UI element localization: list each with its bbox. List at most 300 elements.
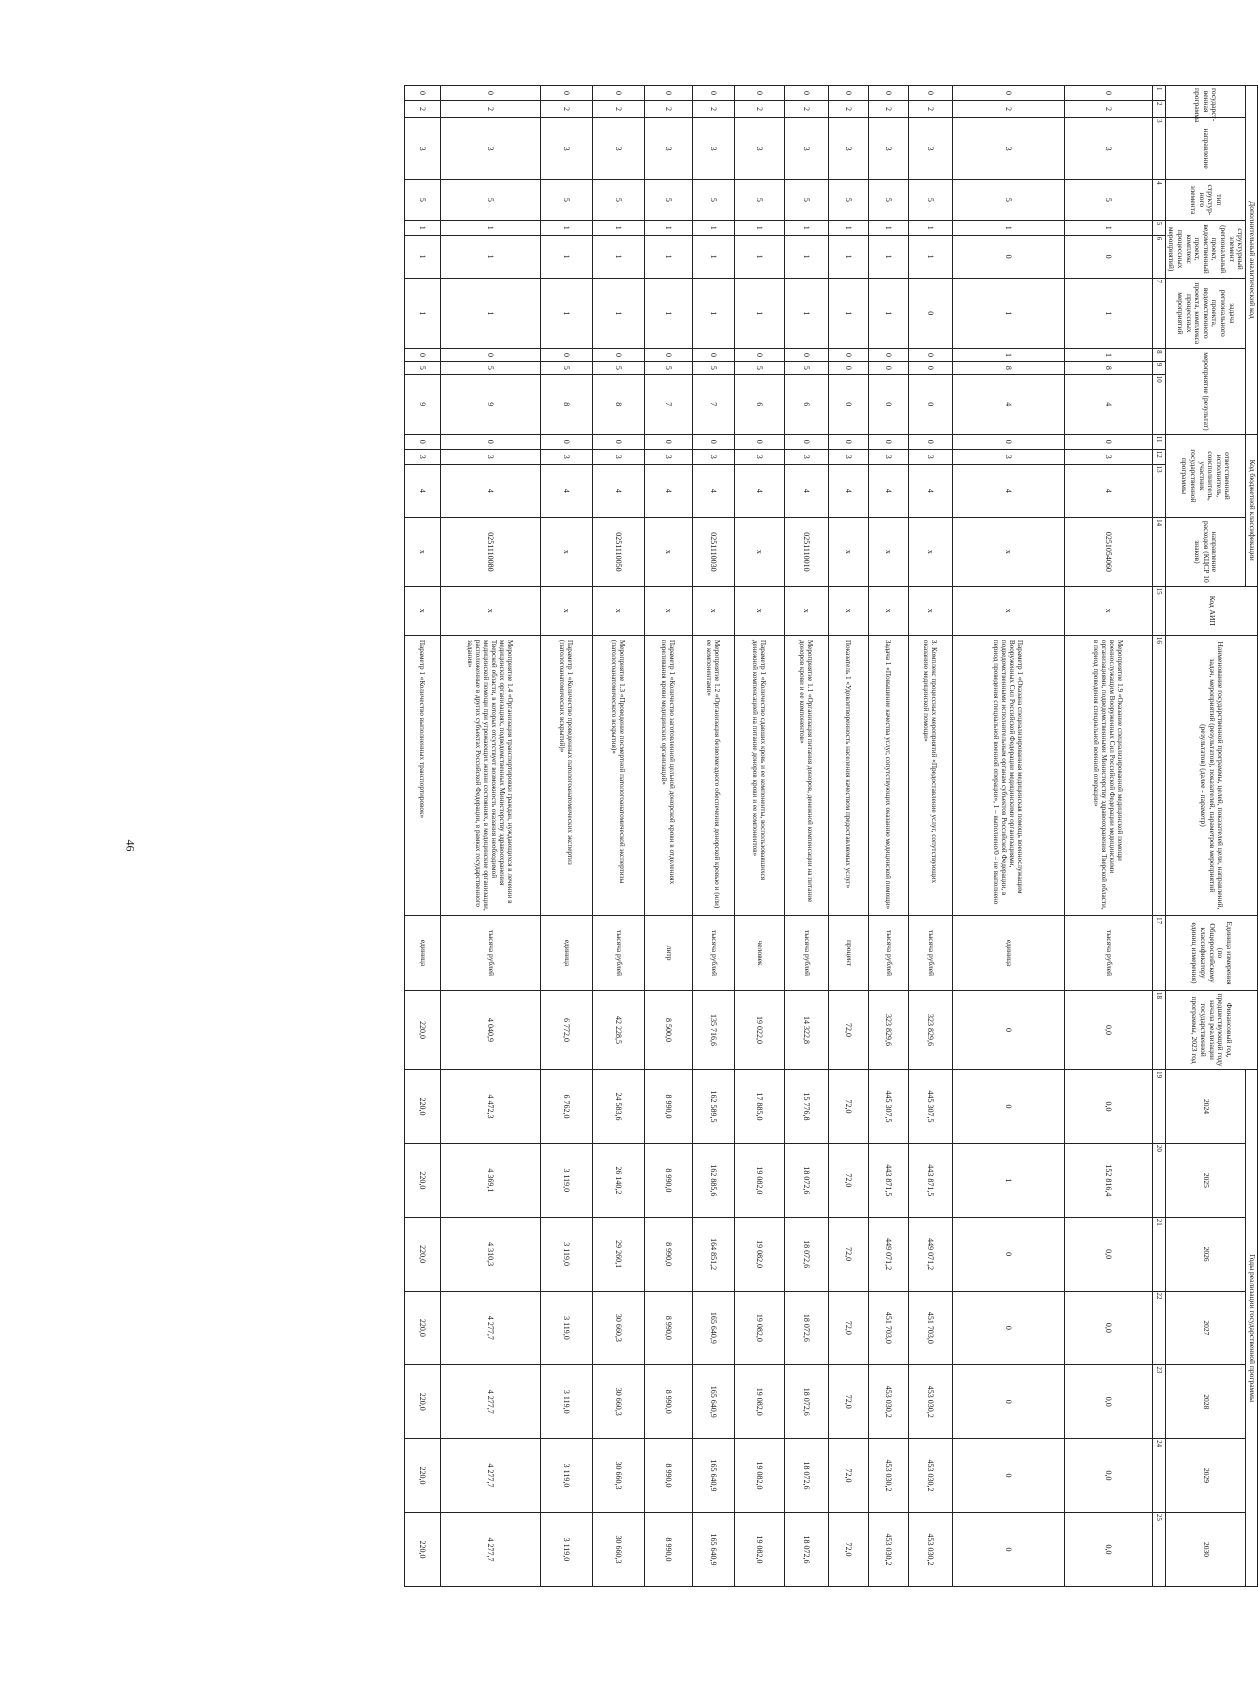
code-cell: 3 xyxy=(952,118,1064,180)
unit-cell: единица xyxy=(952,916,1064,991)
header-type: тип структур-ного элемента xyxy=(1165,180,1246,221)
code-cell: 1 xyxy=(692,220,734,235)
program-table xyxy=(404,85,1258,1587)
code-cell: 0 xyxy=(540,86,592,101)
code-cell: 8 xyxy=(1064,361,1152,374)
base-year-value-cell: 14 322,8 xyxy=(784,990,828,1069)
unit-cell: процент xyxy=(828,916,868,991)
year-value-cell: 0,0 xyxy=(1064,1512,1152,1586)
base-year-value-cell: 135 716,6 xyxy=(692,990,734,1069)
code-cell: 4 xyxy=(1064,374,1152,434)
code-cell: 5 xyxy=(868,180,908,221)
year-value-cell: 165 640,9 xyxy=(692,1291,734,1365)
code-cell: 0 xyxy=(828,361,868,374)
code-cell: 1 xyxy=(692,235,734,278)
year-value-cell: 72,0 xyxy=(828,1291,868,1365)
code-cell: 5 xyxy=(784,180,828,221)
rotated-table-canvas xyxy=(178,85,1258,1587)
year-value-cell: 4 369,1 xyxy=(440,1143,540,1217)
code-cell: 1 xyxy=(952,349,1064,362)
code-cell: 5 xyxy=(440,180,540,221)
year-value-cell: 24 583,6 xyxy=(592,1070,644,1144)
code-cell: 1 xyxy=(644,220,692,235)
description-cell: Мероприятие 1.4 «Организация транспортировки граждан, нуждающихся в лечении в медицинских организациях, подведомственных Министерству здравоохранения Тверской области, в которых отсутствует возможность оказания необходимой медицинской помощи при угрожающих жизни состояниях, в медицинские организации, расположенные в других субъектах Российской Федерации, в рамках государственного задания» xyxy=(440,635,540,915)
column-number: 18 xyxy=(1152,990,1165,1069)
column-number: 19 xyxy=(1152,1070,1165,1144)
header-years-group: Годы реализации государственной программы xyxy=(1246,1070,1258,1587)
year-value-cell: 3 119,0 xyxy=(540,1512,592,1586)
year-2026: 2026 xyxy=(1165,1217,1246,1291)
code-cell: 5 xyxy=(540,180,592,221)
column-number: 8 xyxy=(1152,349,1165,362)
code-cell: 4 xyxy=(404,464,440,517)
code-cell: 5 xyxy=(734,180,784,221)
unit-cell: единица xyxy=(540,916,592,991)
expense-code-cell: 0251110030 xyxy=(692,518,734,586)
code-cell: 0 xyxy=(404,86,440,101)
year-value-cell: 0 xyxy=(952,1439,1064,1513)
code-cell: 0 xyxy=(952,235,1064,278)
year-value-cell: 220,0 xyxy=(404,1217,440,1291)
code-cell: 0 xyxy=(404,434,440,449)
table-row xyxy=(734,86,784,1587)
year-value-cell: 220,0 xyxy=(404,1365,440,1439)
year-value-cell: 8 990,0 xyxy=(644,1070,692,1144)
code-cell: 5 xyxy=(692,361,734,374)
year-value-cell: 0 xyxy=(952,1512,1064,1586)
code-cell: 1 xyxy=(592,278,644,349)
code-cell: 4 xyxy=(868,464,908,517)
code-cell: 0 xyxy=(908,434,952,449)
year-value-cell: 1 xyxy=(952,1143,1064,1217)
year-value-cell: 162 885,6 xyxy=(692,1143,734,1217)
code-cell: 1 xyxy=(828,220,868,235)
column-number: 10 xyxy=(1152,374,1165,434)
table-row xyxy=(952,86,1064,1587)
year-2029: 2029 xyxy=(1165,1439,1246,1513)
year-value-cell: 8 990,0 xyxy=(644,1291,692,1365)
year-value-cell: 19 082,0 xyxy=(734,1512,784,1586)
year-value-cell: 18 072,6 xyxy=(784,1365,828,1439)
code-cell: 4 xyxy=(828,464,868,517)
code-cell: 3 xyxy=(868,449,908,464)
year-value-cell: 18 072,6 xyxy=(784,1217,828,1291)
year-value-cell: 0 xyxy=(952,1365,1064,1439)
code-cell: 5 xyxy=(592,361,644,374)
year-value-cell: 0 xyxy=(952,1070,1064,1144)
column-number: 5 xyxy=(1152,220,1165,235)
code-cell: 4 xyxy=(440,464,540,517)
description-cell: Параметр 1 «Количество проведенных патологоанатомических экспертиз (патологоанатомических вскрытий)» xyxy=(540,635,592,915)
code-cell: 0 xyxy=(868,434,908,449)
header-element: структурный элемент (региональный проект, ведомственный проект, комплекс процессных мероприятий) xyxy=(1165,220,1246,278)
code-cell: 3 xyxy=(1064,118,1152,180)
code-cell: 3 xyxy=(644,118,692,180)
column-number: 3 xyxy=(1152,118,1165,180)
code-cell: 2 xyxy=(592,100,644,117)
code-cell: 5 xyxy=(828,180,868,221)
year-value-cell: 451 703,0 xyxy=(868,1291,908,1365)
year-value-cell: 165 640,9 xyxy=(692,1439,734,1513)
year-value-cell: 449 071,2 xyxy=(868,1217,908,1291)
code-cell: 3 xyxy=(540,449,592,464)
aip-code-cell: х xyxy=(784,586,828,635)
code-cell: 1 xyxy=(908,235,952,278)
year-value-cell: 449 071,2 xyxy=(908,1217,952,1291)
aip-code-cell: х xyxy=(644,586,692,635)
column-number: 16 xyxy=(1152,635,1165,915)
unit-cell: единица xyxy=(404,916,440,991)
code-cell: 5 xyxy=(644,180,692,221)
header-measure: мероприятие (результат) xyxy=(1165,349,1246,435)
code-cell: 1 xyxy=(404,278,440,349)
code-cell: 1 xyxy=(828,278,868,349)
expense-code-cell: х xyxy=(908,518,952,586)
expense-code-cell: х xyxy=(828,518,868,586)
code-cell: 3 xyxy=(828,449,868,464)
code-cell: 3 xyxy=(540,118,592,180)
column-number: 6 xyxy=(1152,235,1165,278)
aip-code-cell: х xyxy=(440,586,540,635)
code-cell: 1 xyxy=(692,278,734,349)
code-cell: 0 xyxy=(868,374,908,434)
year-value-cell: 165 640,9 xyxy=(692,1512,734,1586)
code-cell: 0 xyxy=(952,86,1064,101)
aip-code-cell: х xyxy=(734,586,784,635)
description-cell: Параметр 1 «Количество выполненных транспортировок» xyxy=(404,635,440,915)
code-cell: 0 xyxy=(784,349,828,362)
column-number: 9 xyxy=(1152,361,1165,374)
code-cell: 4 xyxy=(784,464,828,517)
base-year-value-cell: 4 040,9 xyxy=(440,990,540,1069)
code-cell: 1 xyxy=(644,278,692,349)
code-cell: 1 xyxy=(952,220,1064,235)
code-cell: 0 xyxy=(440,86,540,101)
code-cell: 0 xyxy=(868,86,908,101)
expense-code-cell: х xyxy=(404,518,440,586)
code-cell: 0 xyxy=(1064,86,1152,101)
code-cell: 2 xyxy=(868,100,908,117)
code-cell: 3 xyxy=(734,118,784,180)
year-value-cell: 72,0 xyxy=(828,1070,868,1144)
code-cell: 0 xyxy=(440,434,540,449)
year-value-cell: 220,0 xyxy=(404,1070,440,1144)
unit-cell: тысяча рублей xyxy=(868,916,908,991)
code-cell: 3 xyxy=(1064,449,1152,464)
year-value-cell: 443 871,5 xyxy=(868,1143,908,1217)
code-cell: 3 xyxy=(784,449,828,464)
year-value-cell: 3 119,0 xyxy=(540,1365,592,1439)
code-cell: 2 xyxy=(692,100,734,117)
aip-code-cell: х xyxy=(692,586,734,635)
code-cell: 0 xyxy=(692,434,734,449)
year-value-cell: 152 816,4 xyxy=(1064,1143,1152,1217)
code-cell: 0 xyxy=(692,86,734,101)
code-cell: 1 xyxy=(868,235,908,278)
year-value-cell: 19 082,0 xyxy=(734,1439,784,1513)
code-cell: 3 xyxy=(868,118,908,180)
code-cell: 3 xyxy=(784,118,828,180)
page-number: 46 xyxy=(123,839,138,852)
code-cell: 1 xyxy=(952,278,1064,349)
year-value-cell: 0,0 xyxy=(1064,1070,1152,1144)
year-value-cell: 453 030,2 xyxy=(868,1365,908,1439)
year-value-cell: 162 589,5 xyxy=(692,1070,734,1144)
code-cell: 2 xyxy=(644,100,692,117)
code-cell: 2 xyxy=(540,100,592,117)
code-cell: 8 xyxy=(540,374,592,434)
expense-code-cell: х xyxy=(952,518,1064,586)
code-cell: 0 xyxy=(734,86,784,101)
table-row xyxy=(692,86,734,1587)
column-number: 1 xyxy=(1152,86,1165,101)
code-cell: 0 xyxy=(734,434,784,449)
code-cell: 3 xyxy=(440,118,540,180)
base-year-value-cell: 220,0 xyxy=(404,990,440,1069)
code-cell: 2 xyxy=(908,100,952,117)
code-cell: 3 xyxy=(404,118,440,180)
code-cell: 5 xyxy=(908,180,952,221)
year-value-cell: 453 030,2 xyxy=(868,1512,908,1586)
code-cell: 1 xyxy=(908,220,952,235)
year-value-cell: 453 030,2 xyxy=(868,1439,908,1513)
header-additional-code: Дополнительный аналитический код xyxy=(1246,86,1258,435)
year-value-cell: 220,0 xyxy=(404,1143,440,1217)
code-cell: 3 xyxy=(952,449,1064,464)
code-cell: 0 xyxy=(644,349,692,362)
year-value-cell: 220,0 xyxy=(404,1439,440,1513)
year-value-cell: 15 776,8 xyxy=(784,1070,828,1144)
code-cell: 1 xyxy=(734,235,784,278)
code-cell: 1 xyxy=(784,235,828,278)
table-row xyxy=(644,86,692,1587)
description-cell: 3. Комплекс процессных мероприятий «Предоставление услуг, сопутствующих оказанию медицинской помощи» xyxy=(908,635,952,915)
aip-code-cell: х xyxy=(868,586,908,635)
base-year-value-cell: 323 829,6 xyxy=(908,990,952,1069)
year-value-cell: 165 640,9 xyxy=(692,1365,734,1439)
column-numbers-row xyxy=(1152,86,1165,1587)
year-value-cell: 443 871,5 xyxy=(908,1143,952,1217)
description-cell: Мероприятие 1.3 «Проведение посмертной патологоанатомической экспертизы (патологоанатомического вскрытия)» xyxy=(592,635,644,915)
code-cell: 5 xyxy=(952,180,1064,221)
table-row xyxy=(592,86,644,1587)
year-value-cell: 19 082,0 xyxy=(734,1143,784,1217)
code-cell: 1 xyxy=(734,278,784,349)
header-base-year: Финансовый год, предшествующий году начала реализации государственной программы, 2023 год xyxy=(1165,990,1257,1069)
code-cell: 1 xyxy=(734,220,784,235)
code-cell: 0 xyxy=(908,86,952,101)
column-number: 12 xyxy=(1152,449,1165,464)
code-cell: 0 xyxy=(734,349,784,362)
header-budget-code: Код бюджетной классификации xyxy=(1246,434,1258,586)
code-cell: 1 xyxy=(440,220,540,235)
code-cell: 7 xyxy=(692,374,734,434)
year-value-cell: 8 990,0 xyxy=(644,1512,692,1586)
code-cell: 4 xyxy=(1064,464,1152,517)
code-cell: 1 xyxy=(828,235,868,278)
code-cell: 5 xyxy=(1064,180,1152,221)
code-cell: 1 xyxy=(868,278,908,349)
aip-code-cell: х xyxy=(1064,586,1152,635)
header-task: задача регионального проекта, ведомственного проекта, комплекса процессных мероприятий xyxy=(1165,278,1246,349)
code-cell: 0 xyxy=(540,434,592,449)
year-value-cell: 4 310,3 xyxy=(440,1217,540,1291)
year-value-cell: 3 119,0 xyxy=(540,1217,592,1291)
header-executor: ответственный исполнитель, соисполнитель, участник государственной программы xyxy=(1165,434,1246,517)
expense-code-cell: 0251110080 xyxy=(440,518,540,586)
year-value-cell: 30 660,3 xyxy=(592,1365,644,1439)
base-year-value-cell: 323 829,6 xyxy=(868,990,908,1069)
code-cell: 8 xyxy=(592,374,644,434)
year-value-cell: 18 072,6 xyxy=(784,1439,828,1513)
code-cell: 5 xyxy=(734,361,784,374)
column-number: 17 xyxy=(1152,916,1165,991)
code-cell: 0 xyxy=(1064,235,1152,278)
code-cell: 5 xyxy=(644,361,692,374)
expense-code-cell: 0251110050 xyxy=(592,518,644,586)
header-gp: государст-венная программа xyxy=(1165,86,1246,118)
year-2025: 2025 xyxy=(1165,1143,1246,1217)
code-cell: 3 xyxy=(592,118,644,180)
code-cell: 4 xyxy=(952,464,1064,517)
base-year-value-cell: 6 772,0 xyxy=(540,990,592,1069)
code-cell: 0 xyxy=(644,434,692,449)
code-cell: 1 xyxy=(540,235,592,278)
year-value-cell: 0 xyxy=(952,1217,1064,1291)
column-number: 22 xyxy=(1152,1291,1165,1365)
code-cell: 3 xyxy=(692,449,734,464)
code-cell: 2 xyxy=(734,100,784,117)
code-cell: 3 xyxy=(404,449,440,464)
code-cell: 1 xyxy=(784,278,828,349)
year-value-cell: 4 277,7 xyxy=(440,1291,540,1365)
year-value-cell: 17 885,0 xyxy=(734,1070,784,1144)
description-cell: Мероприятие 1.9 «Оказание специализированной медицинской помощи военнослужащим Вооруженных Сил Российской Федерации медицинскими организациями, подведомственными Министерству здравоохранения Тверской области, в период проведения специальной военной операции» xyxy=(1064,635,1152,915)
code-cell: 5 xyxy=(540,361,592,374)
header-expense: направление расходов (КЦСР 10 знаков) xyxy=(1165,518,1246,586)
code-cell: 0 xyxy=(784,434,828,449)
description-cell: Мероприятие 1.1 «Организация питания доноров, денежной компенсации на питание доноров крови и ее компонентов» xyxy=(784,635,828,915)
year-value-cell: 220,0 xyxy=(404,1512,440,1586)
aip-code-cell: х xyxy=(828,586,868,635)
unit-cell: человек xyxy=(734,916,784,991)
description-cell: Параметр 1 «Оказана специализированная медицинская помощь военнослужащим Вооруженных Сил Российской Федерации медицинскими организациями, подведомственными исполнительным органам субъектов Российской Федерации, в период проведения специальной военной операции», 1 – выполнено/0 – не выполнено xyxy=(952,635,1064,915)
year-value-cell: 18 072,6 xyxy=(784,1512,828,1586)
code-cell: 0 xyxy=(908,374,952,434)
header-direction: направление xyxy=(1165,118,1246,180)
code-cell: 0 xyxy=(828,434,868,449)
code-cell: 4 xyxy=(952,374,1064,434)
aip-code-cell: х xyxy=(404,586,440,635)
column-number: 24 xyxy=(1152,1439,1165,1513)
code-cell: 1 xyxy=(404,220,440,235)
year-value-cell: 6 762,0 xyxy=(540,1070,592,1144)
column-number: 14 xyxy=(1152,518,1165,586)
column-number: 23 xyxy=(1152,1365,1165,1439)
table-row xyxy=(784,86,828,1587)
code-cell: 0 xyxy=(908,278,952,349)
description-cell: Задача 1 «Повышение качества услуг, сопутствующих оказанию медицинской помощи» xyxy=(868,635,908,915)
header-name: Наименование государственной программы, целей, показателей цели, направлений, задач, мероприятий (результатов), показателей, параметров мероприятий (результатов) (далее - параметр) xyxy=(1165,635,1257,915)
year-value-cell: 445 307,5 xyxy=(868,1070,908,1144)
year-value-cell: 4 277,7 xyxy=(440,1439,540,1513)
year-value-cell: 0 xyxy=(952,1291,1064,1365)
table-row xyxy=(1064,86,1152,1587)
column-number: 15 xyxy=(1152,586,1165,635)
table-row xyxy=(828,86,868,1587)
code-cell: 2 xyxy=(828,100,868,117)
table-body xyxy=(404,86,1152,1587)
code-cell: 0 xyxy=(868,361,908,374)
year-value-cell: 4 277,7 xyxy=(440,1512,540,1586)
year-value-cell: 453 030,2 xyxy=(908,1365,952,1439)
code-cell: 1 xyxy=(404,235,440,278)
code-cell: 0 xyxy=(908,349,952,362)
code-cell: 0 xyxy=(440,349,540,362)
code-cell: 4 xyxy=(592,464,644,517)
year-value-cell: 19 082,0 xyxy=(734,1291,784,1365)
column-number: 7 xyxy=(1152,278,1165,349)
code-cell: 0 xyxy=(908,361,952,374)
code-cell: 6 xyxy=(784,374,828,434)
code-cell: 1 xyxy=(784,220,828,235)
code-cell: 0 xyxy=(828,349,868,362)
code-cell: 0 xyxy=(592,349,644,362)
code-cell: 3 xyxy=(592,449,644,464)
aip-code-cell: х xyxy=(592,586,644,635)
code-cell: 5 xyxy=(784,361,828,374)
code-cell: 2 xyxy=(404,100,440,117)
table-row xyxy=(440,86,540,1587)
code-cell: 3 xyxy=(734,449,784,464)
year-value-cell: 72,0 xyxy=(828,1512,868,1586)
description-cell: Параметр 1 «Количество заготовленной цельной донорской крови в отделениях переливания крови медицинских организаций» xyxy=(644,635,692,915)
unit-cell: тысяча рублей xyxy=(692,916,734,991)
code-cell: 9 xyxy=(404,374,440,434)
table-row xyxy=(540,86,592,1587)
code-cell: 1 xyxy=(592,235,644,278)
code-cell: 1 xyxy=(440,278,540,349)
base-year-value-cell: 0,0 xyxy=(1064,990,1152,1069)
base-year-value-cell: 8 500,0 xyxy=(644,990,692,1069)
code-cell: 4 xyxy=(644,464,692,517)
year-2024: 2024 xyxy=(1165,1070,1246,1144)
column-number: 21 xyxy=(1152,1217,1165,1291)
code-cell: 0 xyxy=(592,86,644,101)
table-row xyxy=(404,86,440,1587)
year-value-cell: 8 990,0 xyxy=(644,1143,692,1217)
code-cell: 4 xyxy=(734,464,784,517)
code-cell: 1 xyxy=(1064,278,1152,349)
code-cell: 5 xyxy=(692,180,734,221)
table-row xyxy=(868,86,908,1587)
unit-cell: литр xyxy=(644,916,692,991)
code-cell: 0 xyxy=(404,349,440,362)
column-number: 11 xyxy=(1152,434,1165,449)
code-cell: 3 xyxy=(440,449,540,464)
expense-code-cell: х xyxy=(644,518,692,586)
code-cell: 2 xyxy=(440,100,540,117)
code-cell: 5 xyxy=(592,180,644,221)
code-cell: 1 xyxy=(440,235,540,278)
rotated-table-wrapper xyxy=(178,85,1258,1587)
code-cell: 1 xyxy=(540,220,592,235)
year-value-cell: 30 660,3 xyxy=(592,1291,644,1365)
code-cell: 3 xyxy=(644,449,692,464)
unit-cell: тысяча рублей xyxy=(908,916,952,991)
code-cell: 3 xyxy=(908,449,952,464)
description-cell: Показатель 1 «Удовлетворенность населения качеством предоставляемых услуг» xyxy=(828,635,868,915)
